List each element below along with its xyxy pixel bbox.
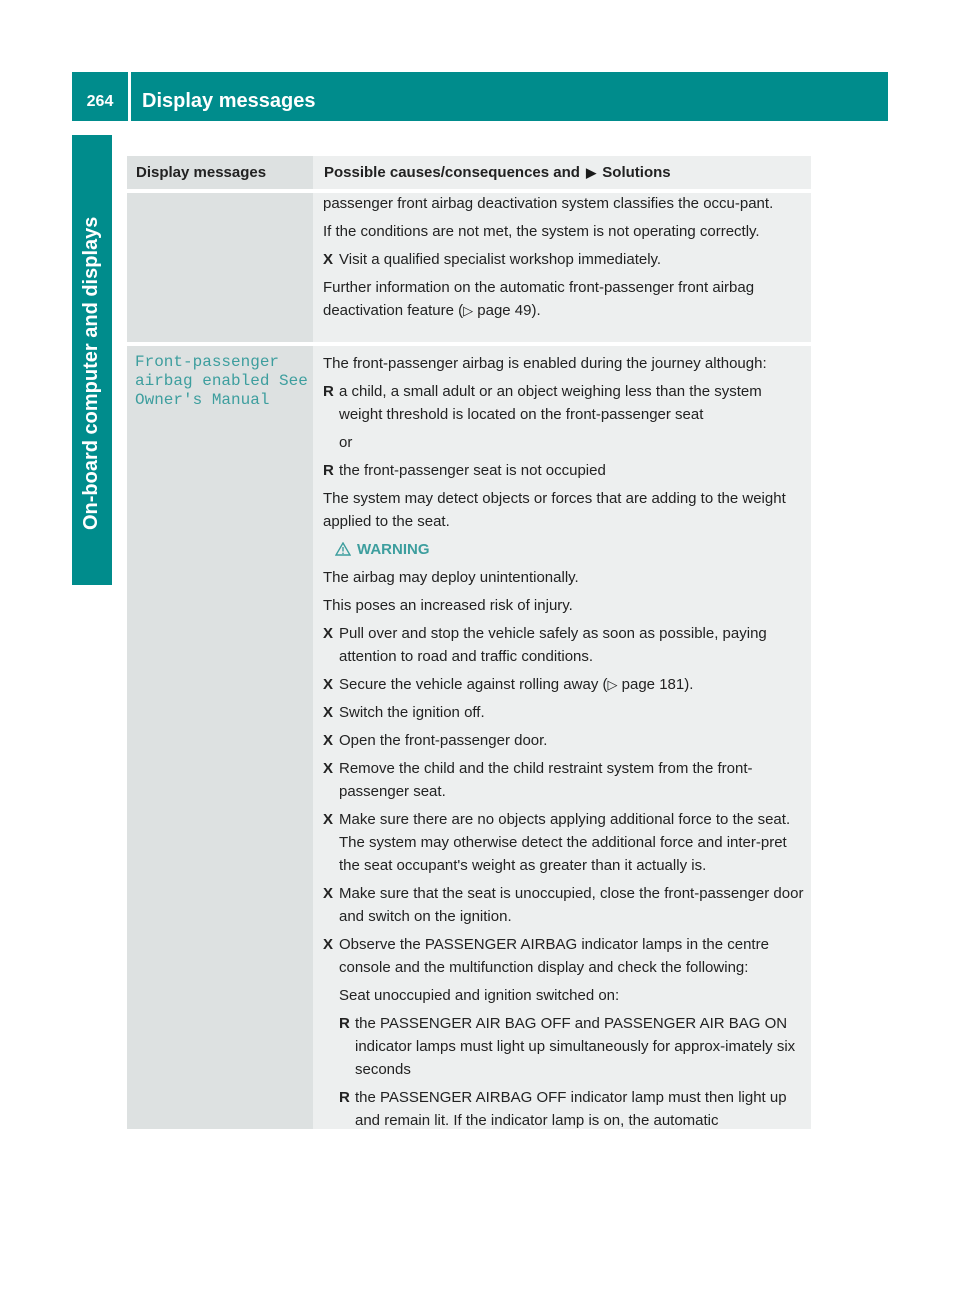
step-arrow-icon: X <box>323 704 334 721</box>
step-text: Secure the vehicle against rolling away ( <box>339 676 608 693</box>
row2-sub-bullet <box>339 1086 807 1132</box>
messages-column <box>127 156 313 1129</box>
row2-or: or <box>339 434 353 451</box>
row-separator <box>127 342 811 346</box>
column-header-solutions <box>324 156 671 189</box>
step-arrow-icon: X <box>323 885 334 902</box>
step-text: Observe the PASSENGER AIRBAG indicator lamps in the centre console and the multifunction display and check the following: <box>339 936 769 976</box>
further-info-text: Further information on the automatic front-passenger front airbag deactivation feature ( <box>323 279 755 319</box>
page-title: Display messages <box>142 90 316 112</box>
step-arrow-icon: X <box>323 732 334 749</box>
page-ref-icon: ▷ <box>607 677 618 692</box>
row2-step <box>323 882 807 928</box>
step-arrow-icon: X <box>323 936 334 953</box>
solutions-header-prefix: Possible causes/consequences and <box>324 164 580 181</box>
row2-step <box>323 701 807 724</box>
warning-heading <box>323 538 807 561</box>
row2-step <box>323 673 807 696</box>
row2-detect-paragraph: The system may detect objects or forces that are adding to the weight applied to the seat. <box>323 490 786 530</box>
bullet-marker-icon: R <box>323 462 334 479</box>
row2-step <box>323 808 807 877</box>
page-ref-link[interactable]: page 49). <box>477 302 541 319</box>
step-note: The system may otherwise detect the additional force and inter-pret the seat occupant's weight as greater than it actually is. <box>339 834 787 874</box>
row2-step <box>323 933 807 979</box>
row1-solutions <box>323 192 807 327</box>
solutions-header-suffix: Solutions <box>602 164 671 181</box>
page-number: 264 <box>86 93 114 110</box>
row2-bullet <box>323 459 807 482</box>
step-text: Open the front-passenger door. <box>339 732 548 749</box>
bullet-marker-icon: R <box>339 1089 350 1106</box>
warning-text: The airbag may deploy unintentionally. <box>323 569 579 586</box>
page-header <box>72 72 888 121</box>
header-divider <box>128 72 131 121</box>
row2-solutions <box>323 352 807 1137</box>
row2-intro: The front-passenger airbag is enabled during the journey although: <box>323 355 767 372</box>
side-tab-label: On-board computer and displays <box>80 216 102 530</box>
display-messages-table <box>127 156 811 1129</box>
step-arrow-icon: X <box>323 625 334 642</box>
warning-label: WARNING <box>357 541 430 558</box>
step-text: Make sure that the seat is unoccupied, close the front-passenger door and switch on the ignition. <box>339 885 804 925</box>
bullet-text: the front-passenger seat is not occupied <box>339 462 606 479</box>
row2-bullet <box>323 380 807 426</box>
bullet-marker-icon: R <box>339 1015 350 1032</box>
warning-text: This poses an increased risk of injury. <box>323 597 573 614</box>
step-text: Switch the ignition off. <box>339 704 485 721</box>
row2-sub-bullet <box>339 1012 807 1081</box>
row1-step <box>323 248 807 271</box>
row1-paragraph-classification: passenger front airbag deactivation system classifies the occu-pant. <box>323 195 774 212</box>
page-ref-icon: ▷ <box>463 303 474 318</box>
step-arrow-icon: X <box>323 760 334 777</box>
step-text: Remove the child and the child restraint system from the front-passenger seat. <box>339 760 753 800</box>
row2-step <box>323 622 807 668</box>
step-arrow-icon: X <box>323 251 334 268</box>
row1-paragraph-further-info <box>323 276 807 322</box>
row1-paragraph-conditions: If the conditions are not met, the system is not operating correctly. <box>323 223 760 240</box>
warning-triangle-icon <box>335 542 351 556</box>
step-arrow-icon: X <box>323 676 334 693</box>
step-sub-heading: Seat unoccupied and ignition switched on: <box>339 987 620 1004</box>
display-message-front-passenger-airbag-enabled: Front-passenger airbag enabled See Owner's Manual <box>135 353 308 409</box>
step-text: Make sure there are no objects applying additional force to the seat. <box>339 811 791 828</box>
bullet-text: a child, a small adult or an object weighing less than the system weight threshold is located on the front-passenger seat <box>339 383 762 423</box>
row2-step <box>323 757 807 803</box>
step-text: Pull over and stop the vehicle safely as soon as possible, paying attention to road and traffic conditions. <box>339 625 767 665</box>
column-header-display: Display messages <box>136 164 267 181</box>
step-text: Visit a qualified specialist workshop immediately. <box>339 251 662 268</box>
play-arrow-icon: ▶ <box>586 165 597 180</box>
page-ref-link[interactable]: page 181). <box>621 676 694 693</box>
step-arrow-icon: X <box>323 811 334 828</box>
bullet-text: the PASSENGER AIRBAG OFF indicator lamp must then light up and remain lit. If the indicator lamp is on, the automatic <box>355 1089 787 1129</box>
row2-step <box>323 729 807 752</box>
bullet-marker-icon: R <box>323 383 334 400</box>
bullet-text: the PASSENGER AIR BAG OFF and PASSENGER AIR BAG ON indicator lamps must light up simultaneously for approx-imately six seconds <box>355 1015 796 1078</box>
